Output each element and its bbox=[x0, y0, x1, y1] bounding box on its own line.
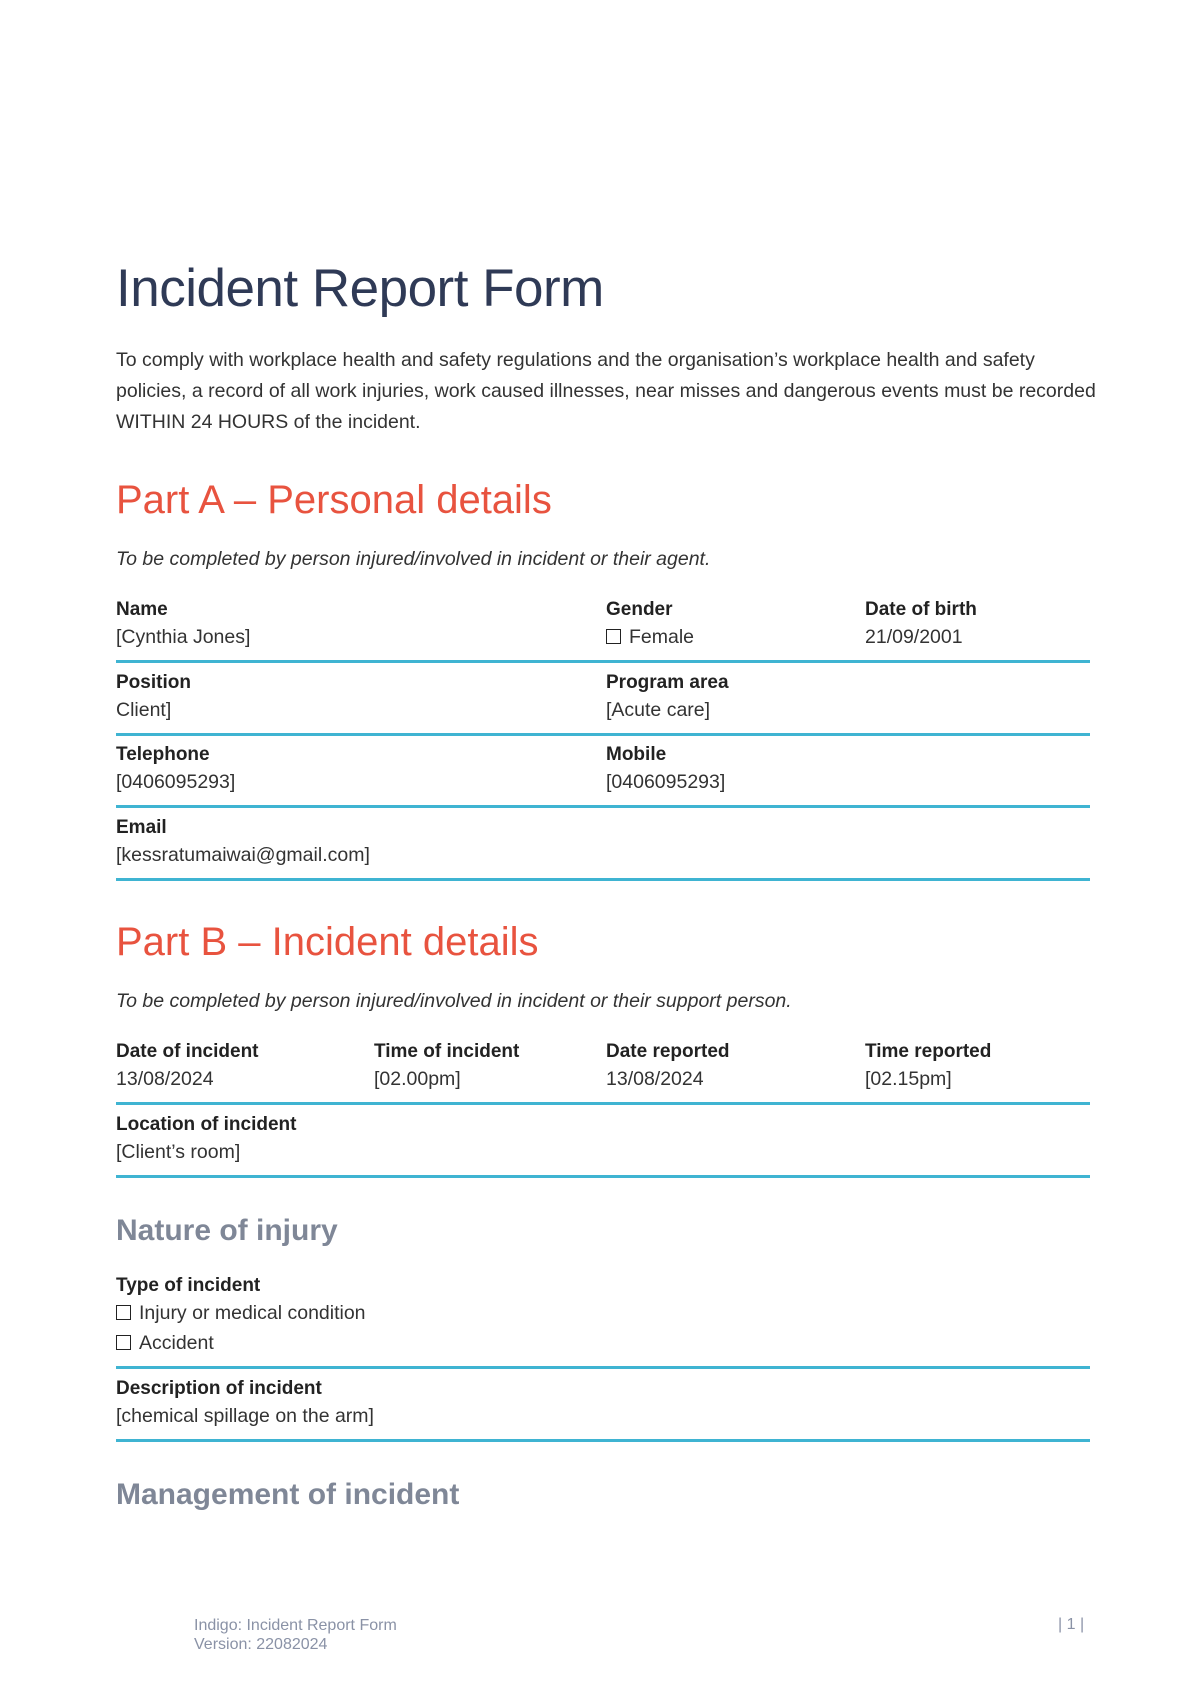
date-of-incident-value: 13/08/2024 bbox=[116, 1068, 214, 1090]
page-number: | 1 | bbox=[1058, 1616, 1085, 1633]
telephone-field[interactable] bbox=[116, 743, 235, 797]
footer-doc-name: Indigo: Incident Report Form bbox=[194, 1617, 397, 1634]
date-reported-value: 13/08/2024 bbox=[606, 1068, 704, 1090]
email-value: [kessratumaiwai@gmail.com] bbox=[116, 844, 370, 866]
type-of-incident-field bbox=[116, 1274, 366, 1358]
date-reported-label: Date reported bbox=[606, 1041, 730, 1062]
incident-row-2 bbox=[116, 1113, 1090, 1178]
location-value: [Client’s room] bbox=[116, 1141, 241, 1163]
description-field[interactable] bbox=[116, 1377, 374, 1431]
part-b-heading: Part B – Incident details bbox=[116, 920, 539, 964]
name-field[interactable] bbox=[116, 598, 250, 652]
personal-row-2 bbox=[116, 671, 1090, 736]
personal-row-3 bbox=[116, 743, 1090, 808]
nature-of-injury-heading: Nature of injury bbox=[116, 1214, 338, 1247]
part-a-heading: Part A – Personal details bbox=[116, 478, 552, 522]
time-reported-field[interactable] bbox=[865, 1040, 991, 1094]
location-label: Location of incident bbox=[116, 1114, 297, 1135]
injury-option-label: Injury or medical condition bbox=[139, 1302, 366, 1324]
time-reported-value: [02.15pm] bbox=[865, 1068, 952, 1090]
name-label: Name bbox=[116, 599, 168, 620]
description-label: Description of incident bbox=[116, 1378, 322, 1399]
program-area-value: [Acute care] bbox=[606, 699, 711, 721]
gender-female-label: Female bbox=[629, 626, 695, 648]
email-field[interactable] bbox=[116, 816, 370, 870]
telephone-label: Telephone bbox=[116, 744, 210, 765]
time-of-incident-label: Time of incident bbox=[374, 1041, 520, 1062]
type-of-incident-row bbox=[116, 1274, 1090, 1369]
footer-version: Version: 22082024 bbox=[194, 1636, 328, 1653]
position-label: Position bbox=[116, 672, 191, 693]
dob-value: 21/09/2001 bbox=[865, 626, 963, 648]
intro-paragraph: To comply with workplace health and safety regulations and the organisation’s workplace health and safety policies, a record of all work injuries, work caused illnesses, near misses and dangerous events must be recorded WITHIN 24 HOURS of the incident. bbox=[116, 349, 1096, 433]
personal-row-4 bbox=[116, 816, 1090, 881]
description-value: [chemical spillage on the arm] bbox=[116, 1405, 374, 1427]
email-label: Email bbox=[116, 817, 167, 838]
name-value: [Cynthia Jones] bbox=[116, 626, 251, 648]
gender-female-checkbox[interactable] bbox=[606, 629, 621, 644]
telephone-value: [0406095293] bbox=[116, 771, 236, 793]
time-reported-label: Time reported bbox=[865, 1041, 992, 1062]
mobile-value: [0406095293] bbox=[606, 771, 726, 793]
position-value: Client] bbox=[116, 699, 172, 721]
gender-label: Gender bbox=[606, 599, 673, 620]
type-of-incident-label: Type of incident bbox=[116, 1275, 261, 1296]
date-of-incident-label: Date of incident bbox=[116, 1041, 259, 1062]
incident-row-1 bbox=[116, 1040, 1090, 1105]
mobile-field[interactable] bbox=[606, 743, 725, 797]
date-of-incident-field[interactable] bbox=[116, 1040, 259, 1094]
management-heading: Management of incident bbox=[116, 1478, 460, 1511]
page-title: Incident Report Form bbox=[116, 259, 604, 318]
part-a-note: To be completed by person injured/involved in incident or their agent. bbox=[116, 548, 711, 570]
program-area-label: Program area bbox=[606, 672, 729, 693]
injury-checkbox[interactable] bbox=[116, 1305, 131, 1320]
part-b-note: To be completed by person injured/involved in incident or their support person. bbox=[116, 990, 792, 1012]
program-area-field[interactable] bbox=[606, 671, 729, 725]
description-row bbox=[116, 1377, 1090, 1442]
accident-checkbox[interactable] bbox=[116, 1335, 131, 1350]
position-field[interactable] bbox=[116, 671, 191, 725]
time-of-incident-value: [02.00pm] bbox=[374, 1068, 461, 1090]
mobile-label: Mobile bbox=[606, 744, 667, 765]
gender-field bbox=[606, 598, 694, 652]
footer bbox=[194, 1616, 397, 1654]
personal-row-1 bbox=[116, 598, 1090, 663]
time-of-incident-field[interactable] bbox=[374, 1040, 519, 1094]
location-field[interactable] bbox=[116, 1113, 297, 1167]
accident-option-label: Accident bbox=[139, 1332, 214, 1354]
dob-label: Date of birth bbox=[865, 599, 977, 620]
dob-field[interactable] bbox=[865, 598, 977, 652]
date-reported-field[interactable] bbox=[606, 1040, 730, 1094]
